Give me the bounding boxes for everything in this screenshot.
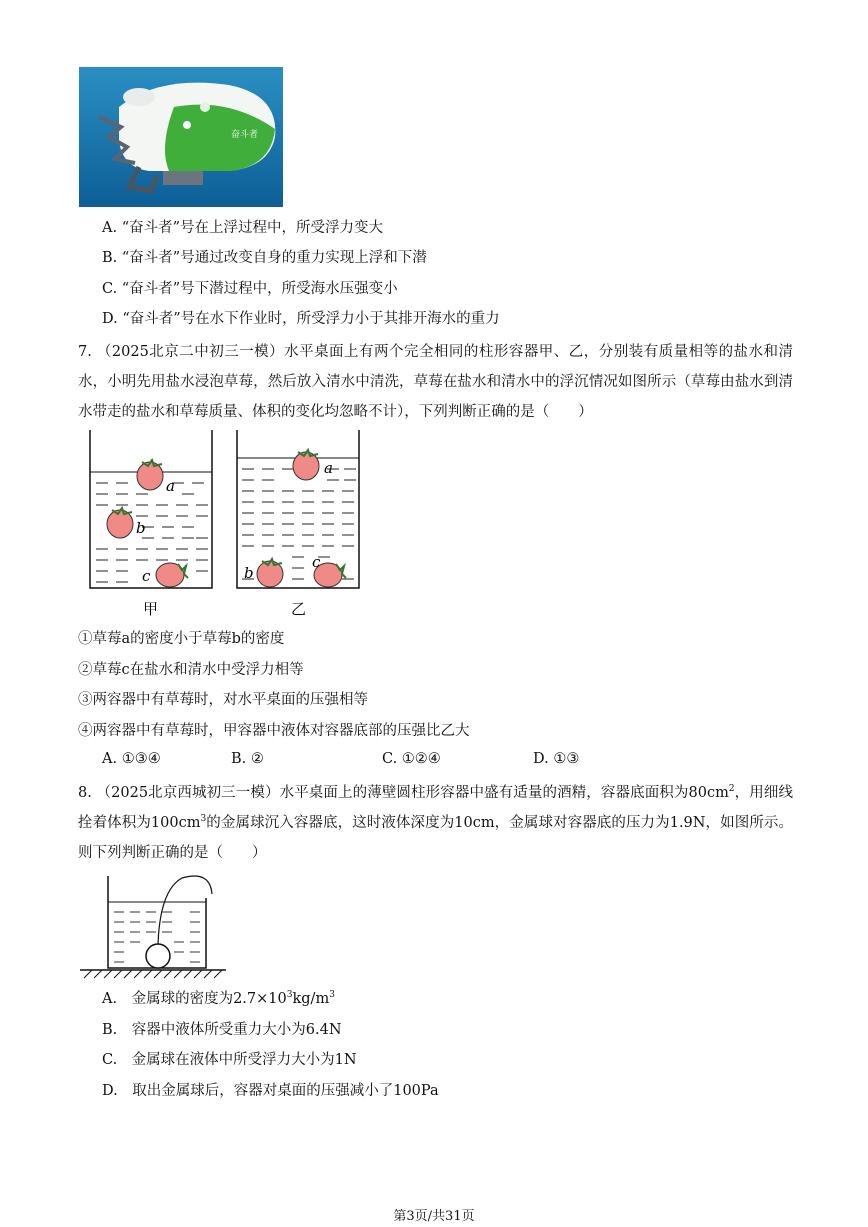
- q7-stem: 7. （2025北京二中初三一模）水平桌面上有两个完全相同的柱形容器甲、乙，分别装有质量相等的盐水和清水，小明先用盐水浸泡草莓，然后放入清水中清洗，草莓在盐水和清水中的浮沉情况如图所示（草莓由盐水到清水带走的盐水和草莓质量、体积的变化均忽略不计），下列判断正确的是（ ）: [78, 344, 793, 420]
- page-footer: 第3页/共31页: [393, 1209, 475, 1224]
- container-label-yi: 乙: [291, 600, 307, 618]
- strawberry-c-left: [156, 563, 188, 587]
- q8-stem: 8. （2025北京西城初三一模）水平桌面上的薄壁圆柱形容器中盛有适量的酒精，容器底面积为$80cm^2$，用细线拴着体积为$100cm^3$的金属球沉入容器底，这时液体深度为10cm，金属球对容器底的压力为1.9N，如图所示。则下列判断正确的是（ ）: [78, 784, 793, 861]
- strawberry-a-right: [293, 450, 319, 480]
- strawberry-a-left: [137, 460, 163, 490]
- q7-choice-d: D. ①③: [533, 751, 580, 767]
- q8-option-b: B. 容器中液体所受重力大小为6.4N: [102, 1022, 342, 1038]
- q6-option-b: B. “奋斗者”号通过改变自身的重力实现上浮和下潜: [102, 250, 427, 266]
- q6-option-c: C. “奋斗者”号下潜过程中，所受海水压强变小: [102, 281, 398, 297]
- label-a-left: a: [166, 477, 175, 495]
- q8-option-d: D. 取出金属球后，容器对桌面的压强减小了100Pa: [102, 1083, 439, 1099]
- q8-option-a: A. 金属球的密度为$2.7\times 10^3kg/m^3$: [102, 990, 335, 1007]
- label-a-right: a: [324, 459, 333, 477]
- q7-statement-4: ④两容器中有草莓时，甲容器中液体对容器底部的压强比乙大: [78, 723, 470, 739]
- q7-choice-c: C. ①②④: [382, 751, 441, 767]
- q7-statement-2: ②草莓c在盐水和清水中受浮力相等: [78, 662, 304, 678]
- strawberry-b-left: [107, 508, 133, 538]
- q7-choice-b: B. ②: [231, 751, 264, 767]
- q7-statement-1: ①草莓a的密度小于草莓b的密度: [78, 631, 285, 647]
- q6-option-a: A. “奋斗者”号在上浮过程中，所受浮力变大: [102, 220, 384, 236]
- label-c-left: c: [142, 567, 151, 585]
- strawberry-b-right: [257, 559, 283, 587]
- svg-text:奋斗者: 奋斗者: [231, 130, 259, 140]
- submersible-photo: [79, 67, 283, 207]
- q8-option-c: C. 金属球在液体中所受浮力大小为1N: [102, 1052, 357, 1068]
- label-b-left: b: [136, 519, 146, 537]
- q7-figure: [82, 428, 372, 618]
- container-label-jia: 甲: [143, 600, 159, 618]
- q7-statement-3: ③两容器中有草莓时，对水平桌面的压强相等: [78, 692, 368, 708]
- q7-choice-a: A. ①③④: [102, 751, 161, 767]
- q6-option-d: D. “奋斗者”号在水下作业时，所受浮力小于其排开海水的重力: [102, 311, 500, 327]
- label-c-right: c: [312, 553, 321, 571]
- q8-figure: [78, 870, 228, 982]
- label-b-right: b: [244, 564, 254, 582]
